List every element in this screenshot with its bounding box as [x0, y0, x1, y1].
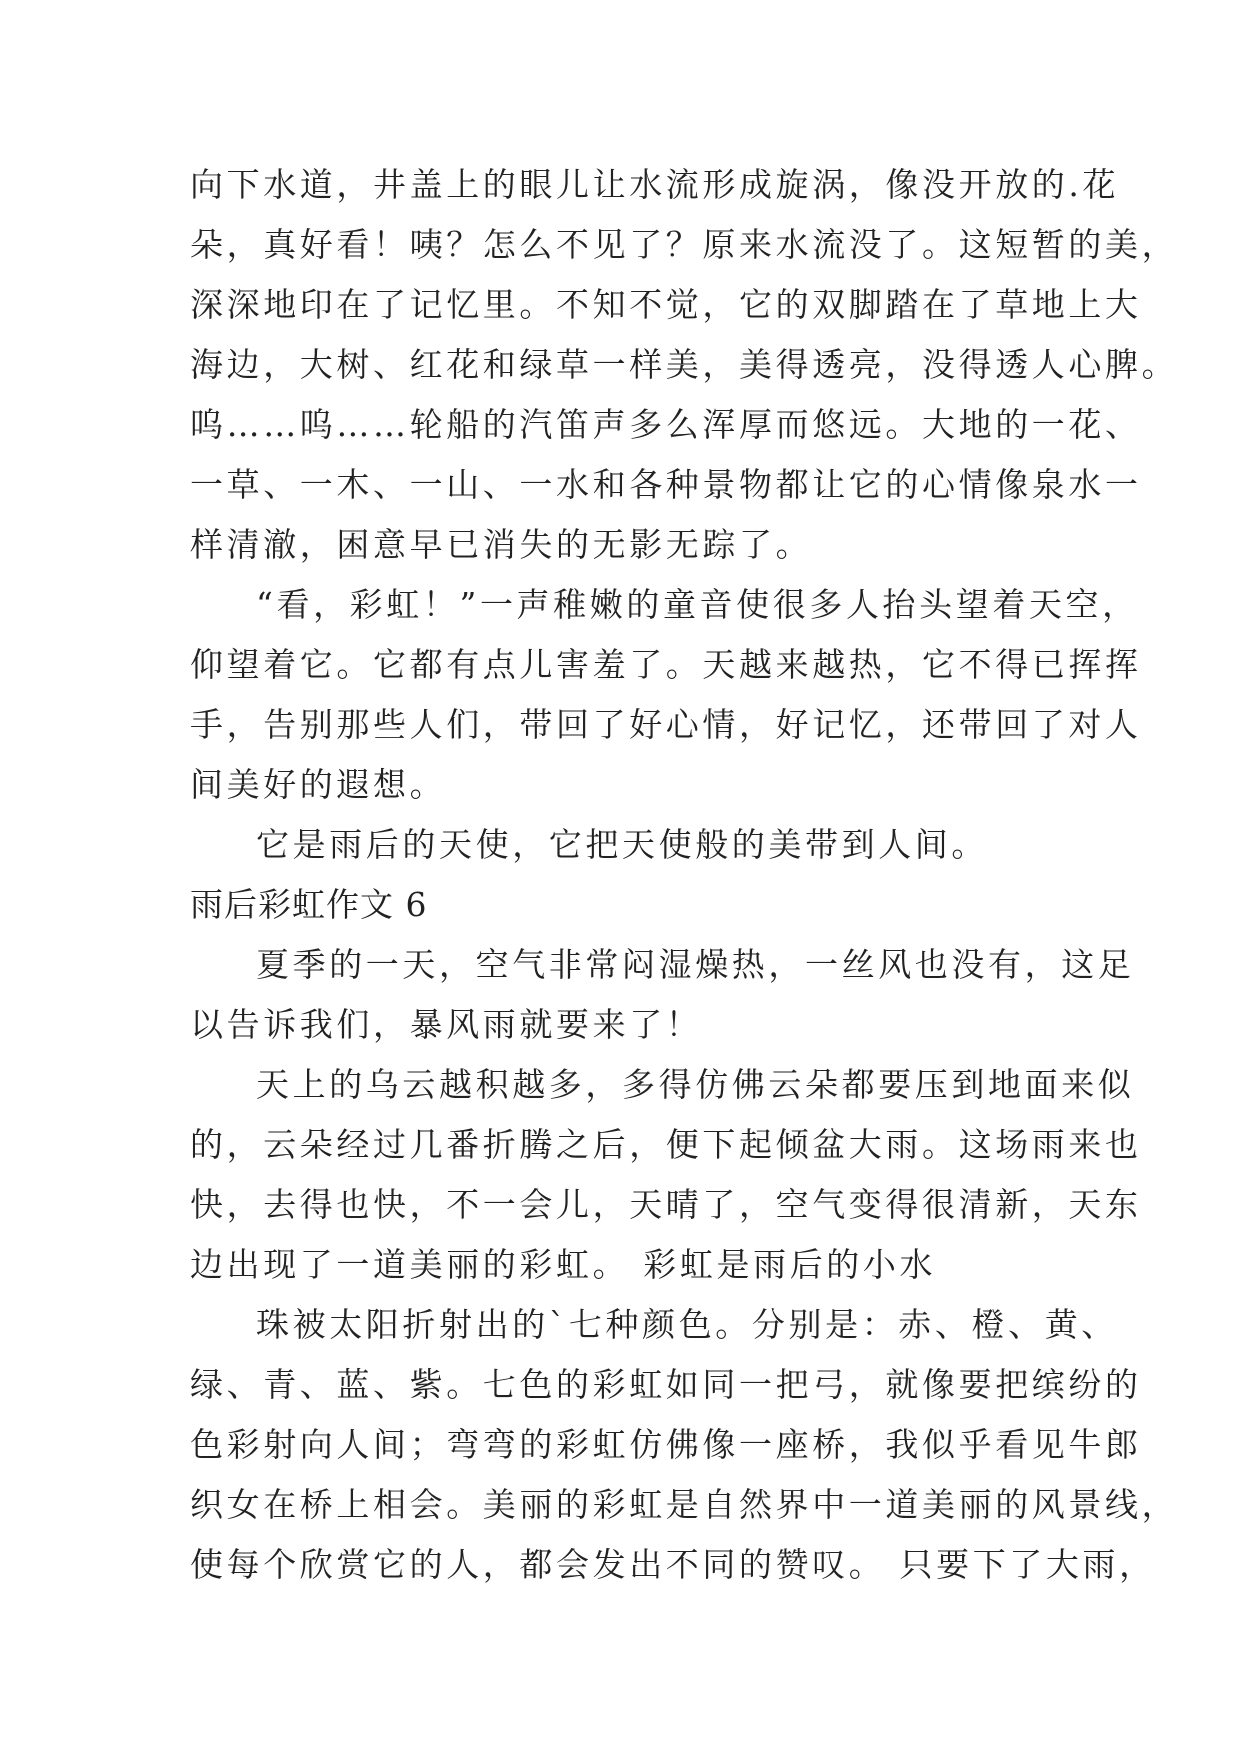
text-line: 使每个欣赏它的人，都会发出不同的赞叹。 只要下了大雨，: [190, 1545, 1156, 1584]
text-line: 样清澈，困意早已消失的无影无踪了。: [190, 525, 813, 564]
text-line: 以告诉我们，暴风雨就要来了！: [190, 1005, 703, 1044]
text-line: 的，云朵经过几番折腾之后，便下起倾盆大雨。这场雨来也: [190, 1125, 1142, 1164]
text-line: 呜……呜……轮船的汽笛声多么浑厚而悠远。大地的一花、: [190, 405, 1142, 444]
text-line: 深深地印在了记忆里。不知不觉，它的双脚踏在了草地上大: [190, 285, 1142, 324]
document-body: [190, 155, 1179, 1595]
text-line: 间美好的遐想。: [190, 765, 447, 804]
text-line: 一草、一木、一山、一水和各种景物都让它的心情像泉水一: [190, 465, 1142, 504]
text-line: 仰望着它。它都有点儿害羞了。天越来越热，它不得已挥挥: [190, 645, 1142, 684]
paragraph-start-line: 它是雨后的天使，它把天使般的美带到人间。: [256, 825, 988, 864]
text-line: 色彩射向人间；弯弯的彩虹仿佛像一座桥，我似乎看见牛郎: [190, 1425, 1142, 1464]
paragraph-start-line: “看，彩虹！”一声稚嫩的童音使很多人抬头望着天空，: [256, 585, 1139, 624]
paragraph-start-line: 夏季的一天，空气非常闷湿燥热，一丝风也没有，这足: [256, 945, 1135, 984]
text-line: 绿、青、蓝、紫。七色的彩虹如同一把弓，就像要把缤纷的: [190, 1365, 1142, 1404]
text-line: 边出现了一道美丽的彩虹。 彩虹是雨后的小水: [190, 1245, 937, 1284]
text-line: 织女在桥上相会。美丽的彩虹是自然界中一道美丽的风景线，: [190, 1485, 1179, 1524]
paragraph-start-line: 天上的乌云越积越多，多得仿佛云朵都要压到地面来似: [256, 1065, 1135, 1104]
text-line: 快，去得也快，不一会儿，天晴了，空气变得很清新，天东: [190, 1185, 1142, 1224]
text-line: 海边，大树、红花和绿草一样美，美得透亮，没得透人心脾。: [190, 345, 1179, 384]
text-line: 朵，真好看！咦？怎么不见了？原来水流没了。这短暂的美，: [190, 225, 1179, 264]
paragraph-start-line: 珠被太阳折射出的`七种颜色。分别是：赤、橙、黄、: [256, 1305, 1118, 1344]
text-line: 手，告别那些人们，带回了好心情，好记忆，还带回了对人: [190, 705, 1142, 744]
section-heading: 雨后彩虹作文 6: [190, 885, 428, 924]
text-line: 向下水道，井盖上的眼儿让水流形成旋涡，像没开放的.花: [190, 165, 1120, 204]
